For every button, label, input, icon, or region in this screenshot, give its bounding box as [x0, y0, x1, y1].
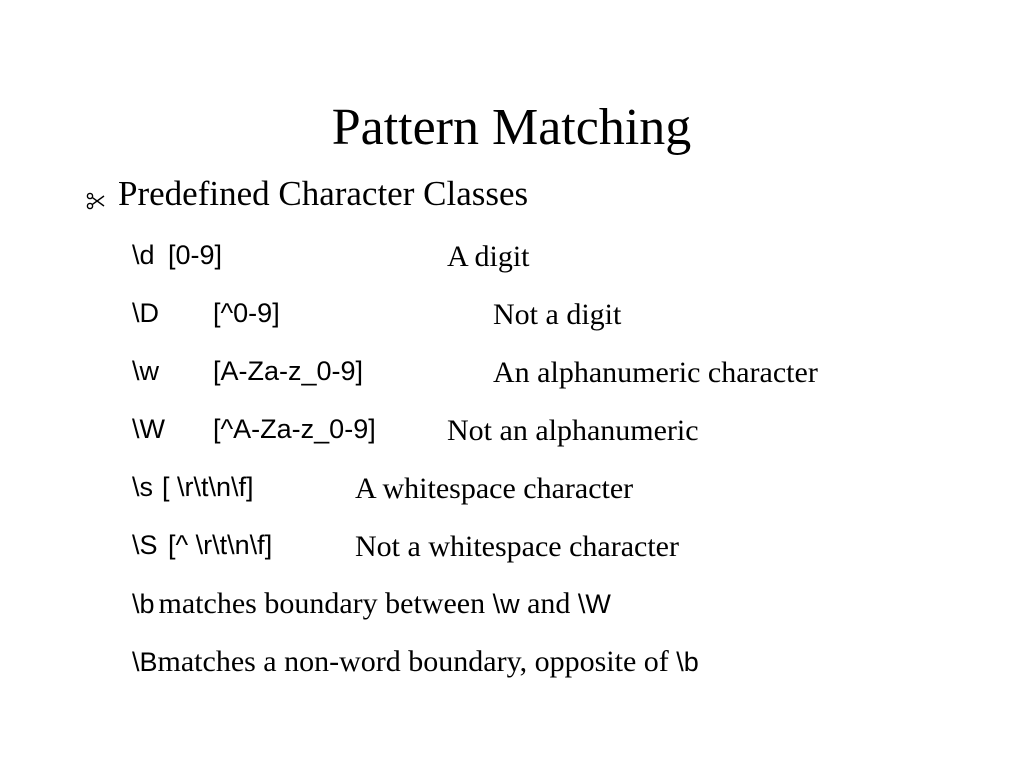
class-pattern: [^A-Za-z_0-9]: [213, 414, 376, 444]
class-description: Not a digit: [493, 298, 622, 331]
class-description: An alphanumeric character: [493, 356, 818, 389]
class-description: A digit: [447, 240, 530, 273]
boundary-row-non-word: [132, 642, 699, 682]
boundary-ref: \w: [492, 589, 520, 619]
class-pattern: [^ \r\t\n\f]: [168, 530, 273, 560]
bullet-heading: Predefined Character Classes: [118, 174, 529, 213]
class-description: Not an alphanumeric: [447, 414, 699, 447]
scissors-icon: [86, 191, 106, 211]
boundary-ref: \W: [577, 589, 611, 619]
class-description: Not a whitespace character: [355, 530, 679, 563]
boundary-ref: \b: [676, 647, 699, 677]
boundary-text: matches a non-word boundary, opposite of: [157, 645, 677, 678]
class-description: A whitespace character: [355, 472, 634, 505]
class-code: \W: [132, 414, 165, 444]
boundary-code: \B: [132, 647, 158, 677]
class-pattern: [0-9]: [168, 240, 223, 270]
boundary-code: \b: [132, 589, 155, 619]
class-code: \S: [132, 530, 158, 560]
class-code: \d: [132, 240, 155, 270]
class-pattern: [^0-9]: [213, 298, 280, 328]
slide-title: Pattern Matching: [331, 99, 692, 156]
boundary-text: and: [519, 587, 578, 620]
class-code: \w: [132, 356, 159, 386]
class-pattern: [ \r\t\n\f]: [162, 472, 254, 502]
class-code: \D: [132, 298, 159, 328]
class-pattern: [A-Za-z_0-9]: [213, 356, 364, 386]
boundary-text: matches boundary between: [158, 587, 493, 620]
class-code: \s: [132, 472, 154, 502]
boundary-row-word: [132, 584, 611, 624]
